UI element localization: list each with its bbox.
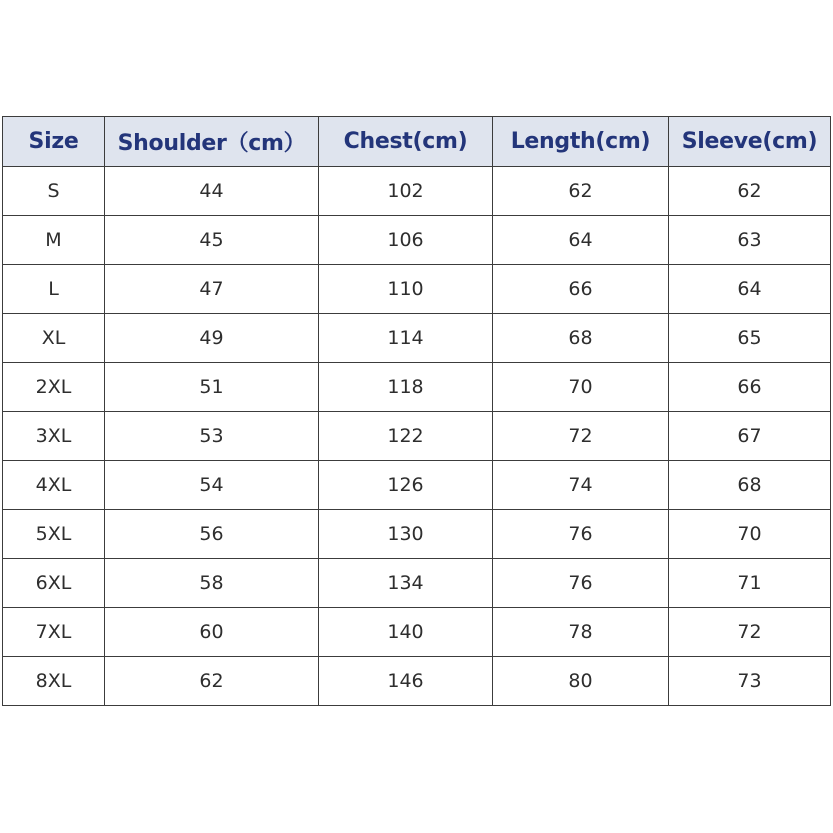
cell-shoulder: 54: [105, 461, 319, 510]
cell-shoulder: 58: [105, 559, 319, 608]
cell-size: 8XL: [3, 657, 105, 706]
cell-length: 68: [493, 314, 669, 363]
cell-shoulder: 60: [105, 608, 319, 657]
cell-sleeve: 66: [669, 363, 831, 412]
cell-size: L: [3, 265, 105, 314]
cell-chest: 110: [319, 265, 493, 314]
cell-sleeve: 73: [669, 657, 831, 706]
cell-size: 5XL: [3, 510, 105, 559]
cell-sleeve: 67: [669, 412, 831, 461]
cell-length: 74: [493, 461, 669, 510]
cell-chest: 140: [319, 608, 493, 657]
cell-size: S: [3, 167, 105, 216]
cell-shoulder: 44: [105, 167, 319, 216]
cell-length: 70: [493, 363, 669, 412]
cell-sleeve: 64: [669, 265, 831, 314]
cell-length: 62: [493, 167, 669, 216]
cell-sleeve: 71: [669, 559, 831, 608]
cell-size: XL: [3, 314, 105, 363]
cell-shoulder: 45: [105, 216, 319, 265]
table-row: [3, 167, 831, 216]
table-row: [3, 412, 831, 461]
cell-chest: 102: [319, 167, 493, 216]
table-row: [3, 657, 831, 706]
size-chart-table: [2, 116, 831, 706]
table-row: [3, 314, 831, 363]
header-size: Size: [3, 117, 105, 167]
cell-chest: 106: [319, 216, 493, 265]
cell-shoulder: 56: [105, 510, 319, 559]
header-length: Length(cm): [493, 117, 669, 167]
table-body: [3, 167, 831, 706]
cell-size: 3XL: [3, 412, 105, 461]
cell-length: 76: [493, 559, 669, 608]
cell-chest: 134: [319, 559, 493, 608]
cell-length: 64: [493, 216, 669, 265]
cell-length: 78: [493, 608, 669, 657]
cell-size: 6XL: [3, 559, 105, 608]
table-header: [3, 117, 831, 167]
table-row: [3, 461, 831, 510]
cell-shoulder: 62: [105, 657, 319, 706]
cell-length: 76: [493, 510, 669, 559]
cell-sleeve: 63: [669, 216, 831, 265]
cell-size: 4XL: [3, 461, 105, 510]
cell-shoulder: 49: [105, 314, 319, 363]
cell-shoulder: 51: [105, 363, 319, 412]
cell-sleeve: 72: [669, 608, 831, 657]
size-chart-sheet: [2, 116, 830, 706]
cell-chest: 146: [319, 657, 493, 706]
cell-sleeve: 65: [669, 314, 831, 363]
cell-sleeve: 62: [669, 167, 831, 216]
header-sleeve: Sleeve(cm): [669, 117, 831, 167]
cell-size: 7XL: [3, 608, 105, 657]
table-row: [3, 559, 831, 608]
cell-length: 72: [493, 412, 669, 461]
cell-chest: 114: [319, 314, 493, 363]
cell-sleeve: 70: [669, 510, 831, 559]
cell-size: M: [3, 216, 105, 265]
header-row: [3, 117, 831, 167]
cell-chest: 118: [319, 363, 493, 412]
table-row: [3, 608, 831, 657]
cell-chest: 126: [319, 461, 493, 510]
header-chest: Chest(cm): [319, 117, 493, 167]
cell-shoulder: 47: [105, 265, 319, 314]
header-shoulder: Shoulder（cm）: [105, 117, 319, 167]
cell-length: 66: [493, 265, 669, 314]
cell-sleeve: 68: [669, 461, 831, 510]
cell-size: 2XL: [3, 363, 105, 412]
table-row: [3, 265, 831, 314]
cell-length: 80: [493, 657, 669, 706]
table-row: [3, 510, 831, 559]
cell-chest: 122: [319, 412, 493, 461]
cell-chest: 130: [319, 510, 493, 559]
table-row: [3, 363, 831, 412]
cell-shoulder: 53: [105, 412, 319, 461]
table-row: [3, 216, 831, 265]
